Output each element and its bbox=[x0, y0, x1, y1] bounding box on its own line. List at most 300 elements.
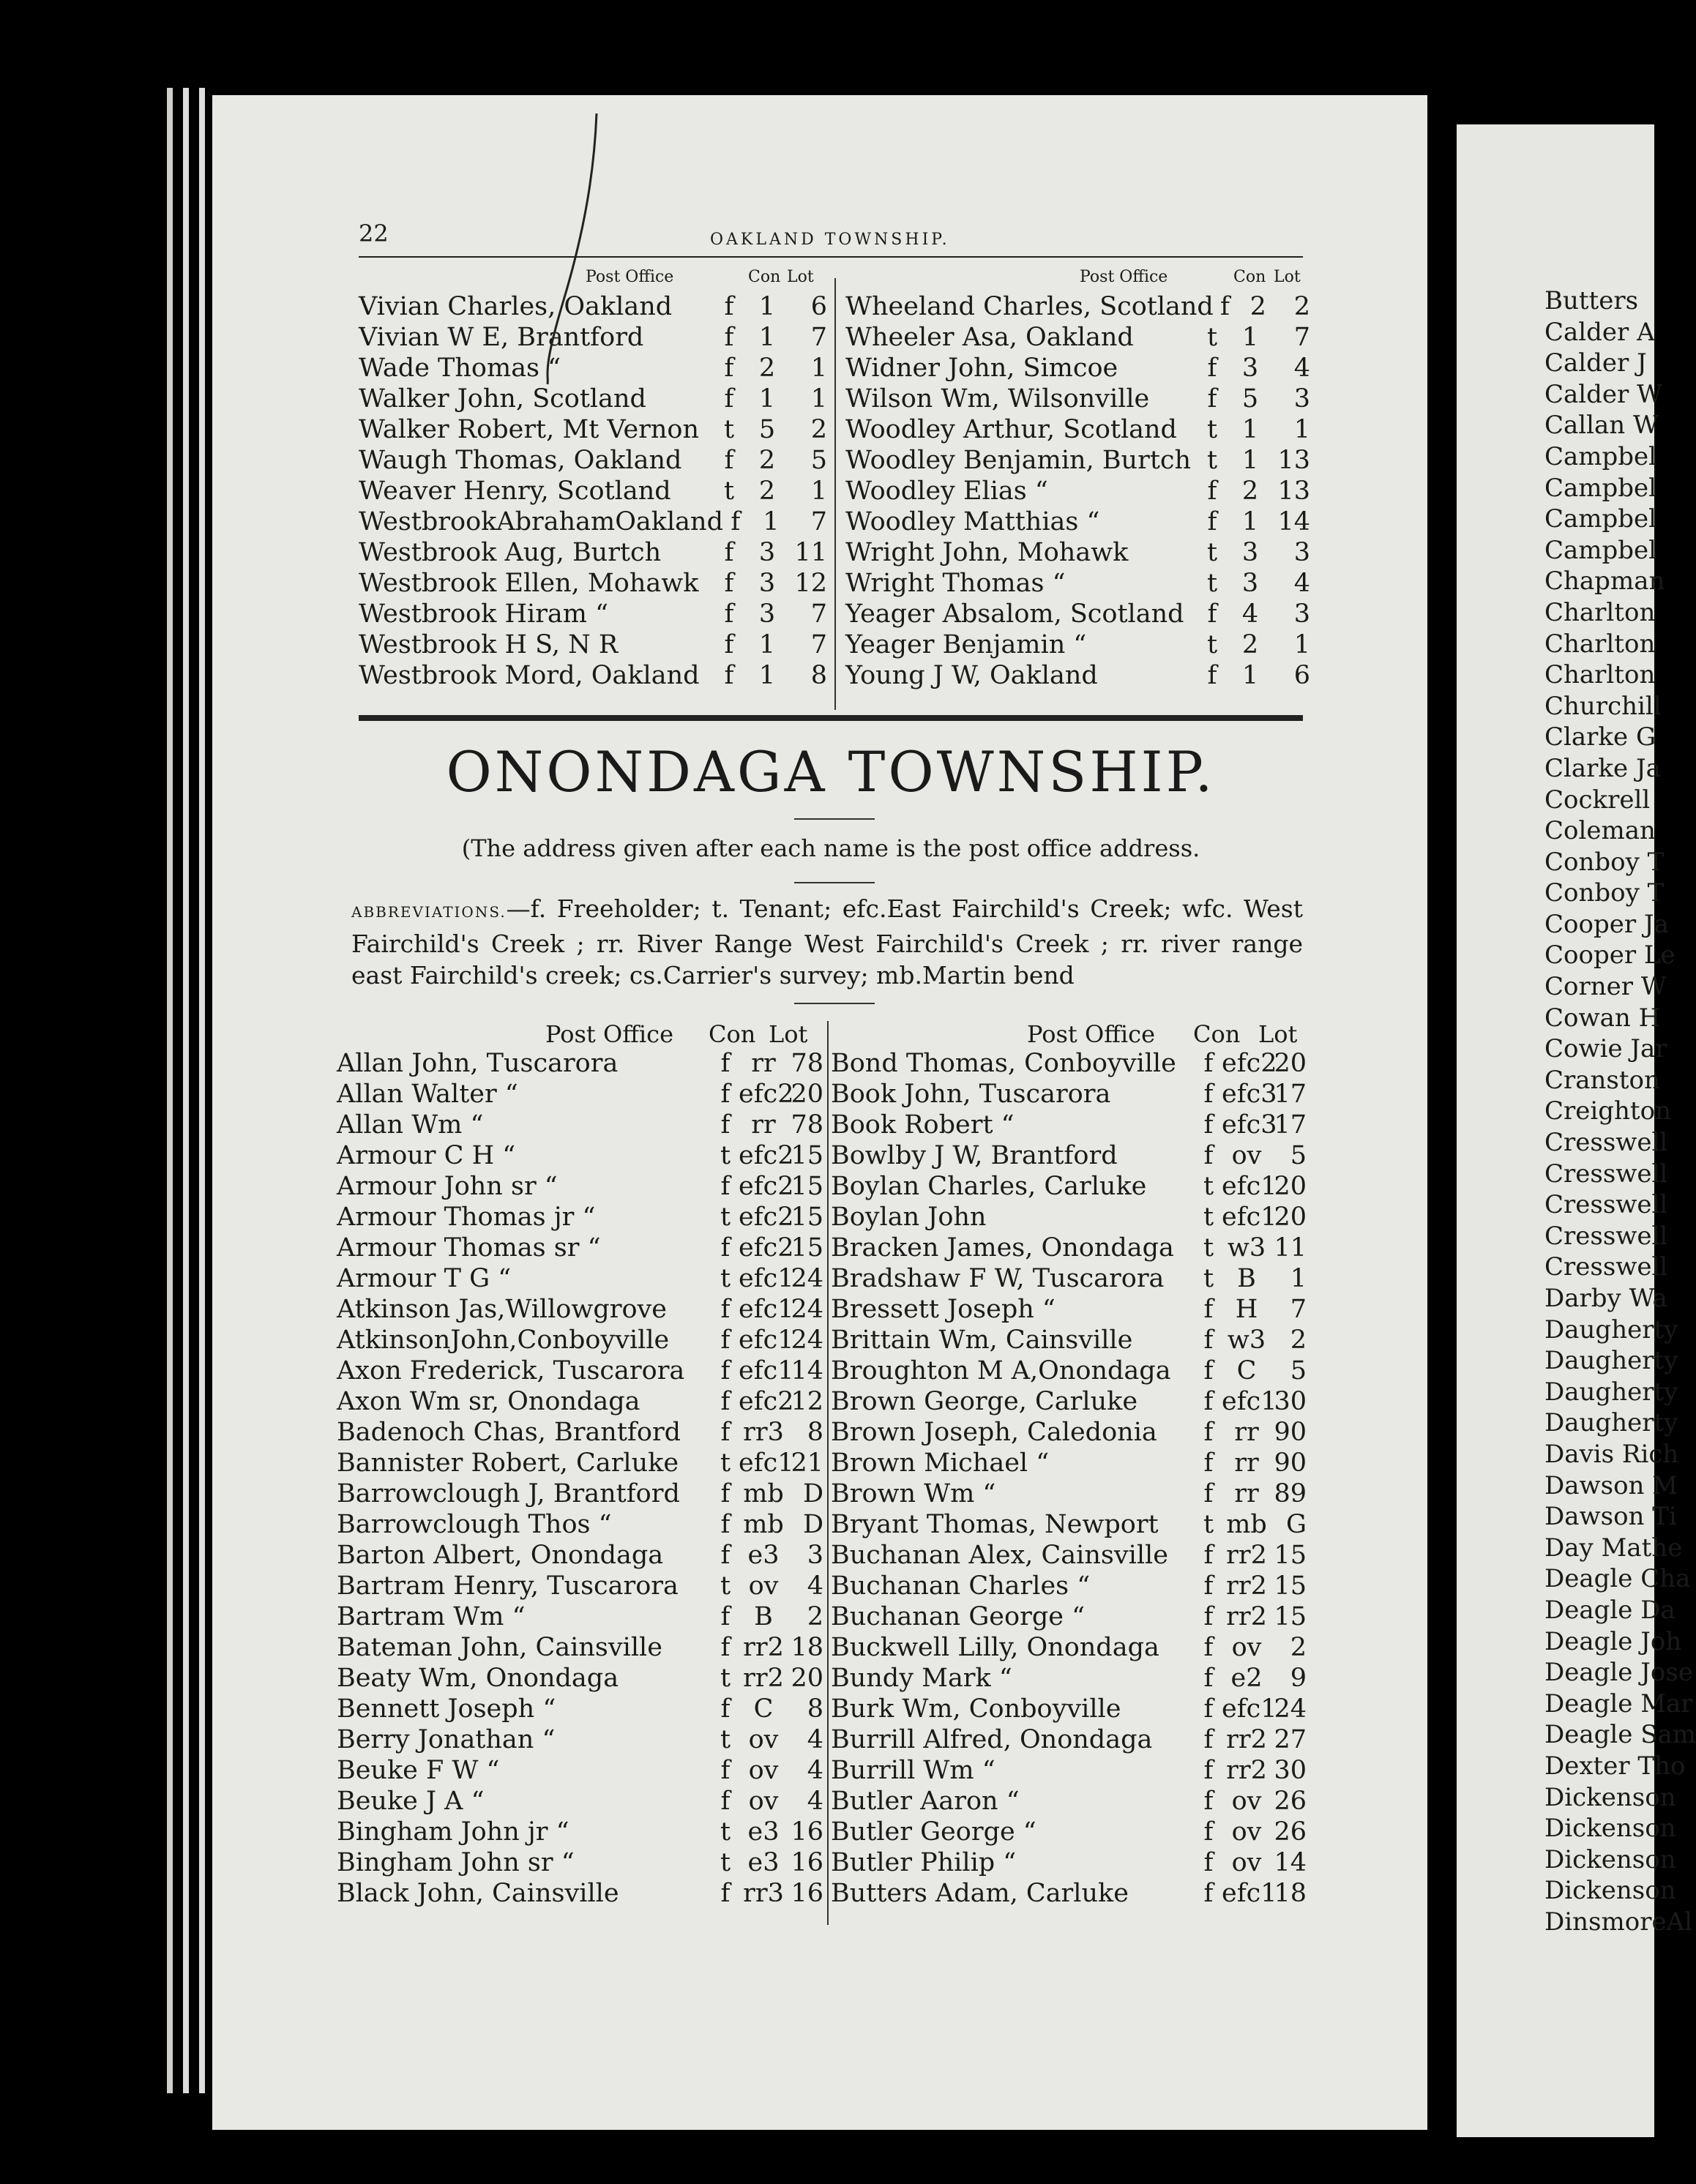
fragment-entry: Calder W bbox=[1544, 379, 1663, 409]
entry-tenure: f bbox=[720, 1633, 731, 1662]
entry-name: Widner John, Simcoe bbox=[845, 354, 1118, 383]
fragment-entry: Dawson M bbox=[1544, 1470, 1678, 1500]
post-office-header: Post Office bbox=[545, 1020, 674, 1048]
onondaga-right-column bbox=[831, 1017, 1307, 1909]
list-item bbox=[359, 660, 827, 691]
entry-name: Bracken James, Onondaga bbox=[831, 1233, 1174, 1263]
list-item bbox=[831, 1233, 1307, 1263]
list-item bbox=[337, 1632, 823, 1663]
entry-tenure: f bbox=[720, 1787, 731, 1816]
fragment-entry: Daugherty bbox=[1544, 1408, 1678, 1438]
entry-name: Bartram Henry, Tuscarora bbox=[337, 1571, 679, 1601]
entry-concession: efc2 bbox=[739, 1080, 794, 1109]
entry-concession: rr bbox=[1234, 1479, 1259, 1508]
list-item bbox=[831, 1694, 1307, 1724]
con-header: Con bbox=[1233, 268, 1266, 286]
list-item bbox=[337, 1079, 823, 1110]
entry-lot: 78 bbox=[791, 1049, 823, 1078]
entry-lot: 1 bbox=[810, 476, 827, 506]
list-item bbox=[337, 1171, 823, 1202]
subtitle-dash bbox=[794, 882, 875, 883]
entry-lot: 16 bbox=[791, 1848, 823, 1877]
entry-tenure: f bbox=[1203, 1848, 1214, 1877]
entry-lot: 1 bbox=[810, 354, 827, 383]
entry-name: Armour T G “ bbox=[337, 1264, 512, 1293]
entry-tenure: f bbox=[1203, 1049, 1214, 1078]
entry-name: Book Robert “ bbox=[831, 1110, 1015, 1140]
entry-concession: 1 bbox=[758, 630, 776, 659]
fragment-entry: Charlton bbox=[1544, 597, 1656, 627]
entry-name: Black John, Cainsville bbox=[337, 1879, 619, 1908]
entry-lot: 20 bbox=[791, 1664, 823, 1693]
list-item bbox=[359, 568, 827, 599]
entry-tenure: f bbox=[1203, 1141, 1214, 1170]
entry-tenure: f bbox=[1220, 292, 1230, 321]
entry-name: Westbrook Mord, Oakland bbox=[359, 661, 700, 690]
entry-concession: efc2 bbox=[1222, 1049, 1277, 1078]
binding-edge bbox=[183, 88, 189, 2093]
list-item bbox=[845, 353, 1310, 384]
entry-name: Armour Thomas jr “ bbox=[337, 1203, 596, 1232]
entry-name: Wheeland Charles, Scotland bbox=[845, 292, 1214, 321]
list-item bbox=[831, 1632, 1307, 1663]
fragment-entry: Callan W bbox=[1544, 411, 1659, 441]
fragment-entry: Churchill bbox=[1544, 691, 1662, 721]
entry-name: AtkinsonJohn,Conboyville bbox=[337, 1325, 670, 1355]
entry-lot: D bbox=[802, 1479, 823, 1508]
entry-lot: 24 bbox=[791, 1264, 823, 1293]
list-item bbox=[337, 1786, 823, 1817]
fragment-entry: Charlton bbox=[1544, 660, 1656, 690]
list-item bbox=[831, 1140, 1307, 1171]
onondaga-left-column bbox=[337, 1017, 823, 1909]
entry-name: Woodley Benjamin, Burtch bbox=[845, 446, 1192, 475]
entry-concession: ov bbox=[1231, 1787, 1262, 1816]
entry-tenure: f bbox=[724, 292, 734, 321]
fragment-entry: Dexter Tho bbox=[1544, 1751, 1686, 1781]
entry-tenure: t bbox=[1203, 1233, 1214, 1263]
list-item bbox=[831, 1878, 1307, 1909]
fragment-entry: Cooper Ja bbox=[1544, 909, 1669, 939]
entry-lot: 15 bbox=[1274, 1571, 1307, 1601]
entry-tenure: f bbox=[1203, 1479, 1214, 1508]
entry-tenure: f bbox=[724, 569, 734, 598]
entry-concession: C bbox=[753, 1694, 774, 1724]
entry-concession: efc1 bbox=[739, 1295, 794, 1324]
entry-name: Bingham John sr “ bbox=[337, 1848, 575, 1877]
fragment-entry: Deagle Mar bbox=[1544, 1689, 1693, 1719]
fragment-entry: Cowie Jar bbox=[1544, 1034, 1667, 1064]
fragment-entry: Calder A bbox=[1544, 317, 1655, 347]
entry-concession: H bbox=[1235, 1295, 1258, 1324]
con-header: Con bbox=[1193, 1020, 1241, 1048]
entry-tenure: f bbox=[720, 1387, 731, 1416]
entry-tenure: f bbox=[720, 1080, 731, 1109]
entry-concession: efc1 bbox=[739, 1325, 794, 1355]
entry-name: Bartram Wm “ bbox=[337, 1602, 526, 1631]
list-item bbox=[831, 1294, 1307, 1325]
entry-lot: 24 bbox=[791, 1295, 823, 1324]
entry-tenure: f bbox=[720, 1418, 731, 1447]
entry-name: Woodley Elias “ bbox=[845, 476, 1048, 506]
list-item bbox=[845, 414, 1310, 445]
entry-lot: 12 bbox=[794, 569, 827, 598]
fragment-entry: Deagle Sam bbox=[1544, 1720, 1696, 1750]
entry-lot: 4 bbox=[1293, 354, 1310, 383]
entry-lot: 1 bbox=[1293, 415, 1310, 444]
list-item bbox=[337, 1878, 823, 1909]
entry-lot: 5 bbox=[810, 446, 827, 475]
entry-lot: 90 bbox=[1274, 1448, 1307, 1478]
entry-tenure: f bbox=[724, 446, 734, 475]
entry-tenure: f bbox=[720, 1233, 731, 1263]
abbreviations-lead: ABBREVIATIONS. bbox=[351, 903, 507, 921]
list-item bbox=[337, 1817, 823, 1847]
entry-lot: 7 bbox=[1290, 1295, 1307, 1324]
entry-concession: 2 bbox=[758, 446, 776, 475]
entry-lot: 7 bbox=[810, 599, 827, 629]
entry-concession: efc2 bbox=[739, 1172, 794, 1201]
entry-concession: rr2 bbox=[743, 1633, 784, 1662]
entry-lot: 7 bbox=[810, 323, 827, 352]
fragment-entry: Deagle Da bbox=[1544, 1595, 1676, 1625]
entry-tenure: f bbox=[1203, 1817, 1214, 1847]
post-office-header: Post Office bbox=[1027, 1020, 1156, 1048]
entry-concession: 1 bbox=[1241, 323, 1259, 352]
list-item bbox=[337, 1355, 823, 1386]
fragment-entry: Calder J bbox=[1544, 348, 1647, 378]
entry-concession: C bbox=[1236, 1356, 1257, 1385]
entry-lot: 3 bbox=[1293, 599, 1310, 629]
entry-concession: rr2 bbox=[1226, 1602, 1267, 1631]
entry-tenure: f bbox=[1203, 1356, 1214, 1385]
entry-lot: 24 bbox=[791, 1325, 823, 1355]
entry-name: Axon Wm sr, Onondaga bbox=[337, 1387, 640, 1416]
entry-tenure: f bbox=[724, 323, 734, 352]
list-item bbox=[845, 384, 1310, 414]
list-item bbox=[359, 445, 827, 476]
entry-lot: 4 bbox=[1293, 569, 1310, 598]
entry-lot: 4 bbox=[807, 1571, 823, 1601]
entry-name: Butler George “ bbox=[831, 1817, 1036, 1847]
column-divider bbox=[834, 278, 836, 710]
entry-name: Wright Thomas “ bbox=[845, 569, 1066, 598]
entry-name: WestbrookAbrahamOakland bbox=[359, 507, 723, 536]
entry-name: Burrill Alfred, Onondaga bbox=[831, 1725, 1153, 1754]
entry-lot: 20 bbox=[791, 1080, 823, 1109]
entry-lot: 8 bbox=[810, 661, 827, 690]
entry-concession: 3 bbox=[758, 569, 776, 598]
list-item bbox=[831, 1355, 1307, 1386]
entry-name: Barton Albert, Onondaga bbox=[337, 1541, 664, 1570]
entry-concession: ov bbox=[748, 1756, 779, 1785]
entry-name: Bannister Robert, Carluke bbox=[337, 1448, 679, 1478]
entry-tenure: t bbox=[720, 1448, 731, 1478]
entry-tenure: f bbox=[720, 1049, 731, 1078]
entry-concession: w3 bbox=[1227, 1325, 1266, 1355]
list-item bbox=[337, 1540, 823, 1571]
entry-lot: 15 bbox=[791, 1141, 823, 1170]
entry-tenure: f bbox=[1203, 1448, 1214, 1478]
fragment-entry: Darby Wa bbox=[1544, 1284, 1667, 1313]
entry-concession: 3 bbox=[758, 538, 776, 567]
entry-concession: 3 bbox=[758, 599, 776, 629]
entry-lot: 7 bbox=[810, 630, 827, 659]
entry-tenure: f bbox=[720, 1694, 731, 1724]
entry-lot: 15 bbox=[791, 1203, 823, 1232]
list-item bbox=[831, 1601, 1307, 1632]
list-item bbox=[337, 1448, 823, 1478]
fragment-entry: Charlton bbox=[1544, 629, 1656, 659]
entry-lot: 6 bbox=[810, 292, 827, 321]
fragment-entry: Corner W bbox=[1544, 972, 1667, 1002]
entry-tenure: f bbox=[1203, 1325, 1214, 1355]
entry-tenure: f bbox=[720, 1110, 731, 1140]
fragment-entry: Cresswell bbox=[1544, 1252, 1668, 1282]
entry-name: Brittain Wm, Cainsville bbox=[831, 1325, 1133, 1355]
fragment-entry: Creighton bbox=[1544, 1096, 1671, 1126]
entry-name: Beuke F W “ bbox=[337, 1756, 500, 1785]
entry-name: Bennett Joseph “ bbox=[337, 1694, 556, 1724]
post-office-header: Post Office bbox=[586, 268, 674, 286]
section-rule bbox=[359, 715, 1303, 721]
list-item bbox=[359, 537, 827, 568]
entry-concession: efc2 bbox=[739, 1387, 794, 1416]
entry-tenure: f bbox=[1203, 1541, 1214, 1570]
entry-lot: G bbox=[1286, 1510, 1307, 1539]
list-item bbox=[337, 1694, 823, 1724]
entry-name: Atkinson Jas,Willowgrove bbox=[337, 1295, 668, 1324]
entry-name: Wilson Wm, Wilsonville bbox=[845, 384, 1150, 414]
fragment-entry: Campbel bbox=[1544, 441, 1657, 471]
entry-name: Armour John sr “ bbox=[337, 1172, 558, 1201]
entry-lot: 1 bbox=[810, 384, 827, 414]
entry-concession: rr2 bbox=[743, 1664, 784, 1693]
list-item bbox=[337, 1571, 823, 1601]
entry-lot: 26 bbox=[1274, 1787, 1307, 1816]
con-header: Con bbox=[709, 1020, 756, 1048]
entry-tenure: f bbox=[724, 354, 734, 383]
entry-lot: 4 bbox=[807, 1725, 823, 1754]
entry-tenure: f bbox=[1203, 1879, 1214, 1908]
entry-tenure: f bbox=[1203, 1664, 1214, 1693]
entry-name: Wade Thomas “ bbox=[359, 354, 561, 383]
entry-concession: 1 bbox=[763, 507, 780, 536]
entry-name: Buchanan Alex, Cainsville bbox=[831, 1541, 1168, 1570]
entry-tenure: f bbox=[1203, 1387, 1214, 1416]
entry-tenure: t bbox=[1206, 630, 1218, 659]
entry-tenure: f bbox=[720, 1325, 731, 1355]
oakland-right-column bbox=[845, 265, 1310, 691]
entry-lot: 24 bbox=[1274, 1694, 1307, 1724]
list-item bbox=[337, 1263, 823, 1294]
entry-name: Allan John, Tuscarora bbox=[337, 1049, 619, 1078]
entry-lot: 1 bbox=[1290, 1264, 1307, 1293]
entry-lot: 2 bbox=[1290, 1325, 1307, 1355]
page-number: 22 bbox=[359, 220, 389, 247]
entry-tenure: f bbox=[720, 1479, 731, 1508]
entry-concession: 4 bbox=[1241, 599, 1259, 629]
lot-header: Lot bbox=[1258, 1020, 1298, 1048]
entry-tenure: f bbox=[724, 384, 734, 414]
running-head: OAKLAND TOWNSHIP. bbox=[710, 231, 950, 249]
entry-lot: 8 bbox=[807, 1418, 823, 1447]
entry-lot: 21 bbox=[791, 1448, 823, 1478]
entry-concession: ov bbox=[748, 1571, 779, 1601]
list-item bbox=[359, 629, 827, 660]
entry-lot: 5 bbox=[1290, 1141, 1307, 1170]
entry-name: Woodley Arthur, Scotland bbox=[845, 415, 1177, 444]
fragment-entry: Cowan H bbox=[1544, 1003, 1661, 1033]
entry-concession: e3 bbox=[747, 1817, 780, 1847]
entry-lot: 1 bbox=[1293, 630, 1310, 659]
entry-name: Armour Thomas sr “ bbox=[337, 1233, 601, 1263]
list-item bbox=[831, 1817, 1307, 1847]
entry-lot: 26 bbox=[1274, 1817, 1307, 1847]
entry-tenure: t bbox=[720, 1141, 731, 1170]
entry-name: Weaver Henry, Scotland bbox=[359, 476, 671, 506]
list-item bbox=[831, 1171, 1307, 1202]
list-item bbox=[337, 1140, 823, 1171]
onondaga-left-rows bbox=[337, 1048, 823, 1909]
entry-lot: 30 bbox=[1274, 1387, 1307, 1416]
entry-tenure: t bbox=[720, 1264, 731, 1293]
entry-tenure: t bbox=[1206, 569, 1218, 598]
entry-name: Bond Thomas, Conboyville bbox=[831, 1049, 1176, 1078]
list-item bbox=[845, 476, 1310, 506]
entry-lot: 3 bbox=[1293, 538, 1310, 567]
list-item bbox=[831, 1663, 1307, 1694]
fragment-entry: Cranston bbox=[1544, 1065, 1660, 1095]
entry-concession: efc1 bbox=[739, 1448, 794, 1478]
lot-header: Lot bbox=[787, 268, 814, 286]
title-dash bbox=[794, 818, 875, 820]
entry-tenure: t bbox=[720, 1725, 731, 1754]
entry-name: Bryant Thomas, Newport bbox=[831, 1510, 1159, 1539]
column-divider bbox=[827, 1021, 829, 1925]
lot-header: Lot bbox=[769, 1020, 808, 1048]
entry-concession: 1 bbox=[1241, 507, 1259, 536]
entry-tenure: f bbox=[720, 1510, 731, 1539]
fragment-entry: Dickenson bbox=[1544, 1782, 1676, 1812]
fragment-entry: Dawson Ti bbox=[1544, 1502, 1677, 1532]
next-page-fragments bbox=[1457, 285, 1696, 1937]
fragment-entry: Campbel bbox=[1544, 535, 1657, 565]
entry-name: Brown Wm “ bbox=[831, 1479, 996, 1508]
entry-concession: efc1 bbox=[739, 1356, 794, 1385]
entry-tenure: f bbox=[731, 507, 741, 536]
list-item bbox=[831, 1048, 1307, 1079]
entry-name: Yeager Benjamin “ bbox=[845, 630, 1087, 659]
entry-concession: 3 bbox=[1241, 538, 1259, 567]
list-item bbox=[337, 1202, 823, 1233]
list-item bbox=[359, 476, 827, 506]
next-page-strip bbox=[1457, 124, 1696, 2137]
entry-tenure: t bbox=[720, 1817, 731, 1847]
entry-lot: 2 bbox=[807, 1602, 823, 1631]
list-item bbox=[337, 1724, 823, 1755]
entry-name: Barrowclough Thos “ bbox=[337, 1510, 612, 1539]
entry-lot: 14 bbox=[1274, 1848, 1307, 1877]
entry-concession: rr2 bbox=[1226, 1756, 1267, 1785]
list-item bbox=[831, 1448, 1307, 1478]
entry-lot: 11 bbox=[794, 538, 827, 567]
entry-concession: efc3 bbox=[1222, 1110, 1277, 1140]
abbreviations-dash bbox=[794, 1003, 875, 1004]
entry-name: Berry Jonathan “ bbox=[337, 1725, 556, 1754]
entry-concession: w3 bbox=[1227, 1233, 1266, 1263]
list-item bbox=[359, 599, 827, 629]
oakland-right-rows bbox=[845, 291, 1310, 691]
entry-lot: 20 bbox=[1274, 1172, 1307, 1201]
abbreviations-text: —f. Freeholder; t. Tenant; efc.East Fairchild's Creek; wfc. West Fairchild's Creek ; rr. River Range West Fairchild's Creek ; rr. river range east Fairchild's creek; cs.Carrier's survey; mb.Martin bend bbox=[351, 894, 1303, 990]
entry-lot: 15 bbox=[791, 1172, 823, 1201]
binding-edge bbox=[199, 88, 205, 2093]
entry-concession: ov bbox=[1231, 1848, 1262, 1877]
list-item bbox=[337, 1417, 823, 1448]
entry-concession: 5 bbox=[1241, 384, 1259, 414]
entry-tenure: f bbox=[1203, 1694, 1214, 1724]
entry-name: Burrill Wm “ bbox=[831, 1756, 995, 1785]
list-item bbox=[831, 1509, 1307, 1540]
entry-tenure: f bbox=[720, 1602, 731, 1631]
list-item bbox=[337, 1294, 823, 1325]
entry-concession: 1 bbox=[1241, 415, 1259, 444]
entry-concession: rr bbox=[1234, 1418, 1259, 1447]
list-item bbox=[831, 1110, 1307, 1140]
entry-name: Bowlby J W, Brantford bbox=[831, 1141, 1118, 1170]
fragment-entry: Conboy T bbox=[1544, 847, 1665, 877]
entry-lot: 17 bbox=[1274, 1080, 1307, 1109]
fragment-entry: Daugherty bbox=[1544, 1377, 1678, 1407]
entry-name: Walker John, Scotland bbox=[359, 384, 646, 414]
fragment-entry: Dickenson bbox=[1544, 1876, 1676, 1906]
entry-concession: efc1 bbox=[1222, 1694, 1277, 1724]
entry-name: Book John, Tuscarora bbox=[831, 1080, 1111, 1109]
list-item bbox=[337, 1048, 823, 1079]
fragment-entry: Campbel bbox=[1544, 473, 1657, 503]
fragment-entry: Dickenson bbox=[1544, 1844, 1676, 1874]
entry-lot: 18 bbox=[1274, 1879, 1307, 1908]
entry-name: Bressett Joseph “ bbox=[831, 1295, 1056, 1324]
entry-concession: efc3 bbox=[1222, 1080, 1277, 1109]
entry-lot: 7 bbox=[1293, 323, 1310, 352]
entry-concession: rr3 bbox=[743, 1418, 784, 1447]
entry-tenure: f bbox=[1203, 1787, 1214, 1816]
entry-lot: 4 bbox=[807, 1787, 823, 1816]
entry-tenure: t bbox=[1203, 1203, 1214, 1232]
list-item bbox=[337, 1755, 823, 1786]
entry-name: Bundy Mark “ bbox=[831, 1664, 1012, 1693]
entry-tenure: t bbox=[1206, 538, 1218, 567]
entry-lot: 12 bbox=[791, 1387, 823, 1416]
entry-tenure: f bbox=[1203, 1602, 1214, 1631]
entry-tenure: f bbox=[1203, 1110, 1214, 1140]
entry-concession: efc1 bbox=[1222, 1172, 1277, 1201]
list-item bbox=[831, 1724, 1307, 1755]
entry-lot: 2 bbox=[1293, 292, 1310, 321]
list-item bbox=[845, 599, 1310, 629]
entry-concession: efc2 bbox=[739, 1141, 794, 1170]
binding-edge bbox=[167, 88, 173, 2093]
lot-header: Lot bbox=[1274, 268, 1301, 286]
entry-lot: 11 bbox=[1274, 1233, 1307, 1263]
entry-name: Barrowclough J, Brantford bbox=[337, 1479, 680, 1508]
entry-name: Broughton M A,Onondaga bbox=[831, 1356, 1171, 1385]
entry-tenure: f bbox=[1203, 1571, 1214, 1601]
entry-name: Burk Wm, Conboyville bbox=[831, 1694, 1121, 1724]
entry-tenure: f bbox=[1207, 476, 1217, 506]
